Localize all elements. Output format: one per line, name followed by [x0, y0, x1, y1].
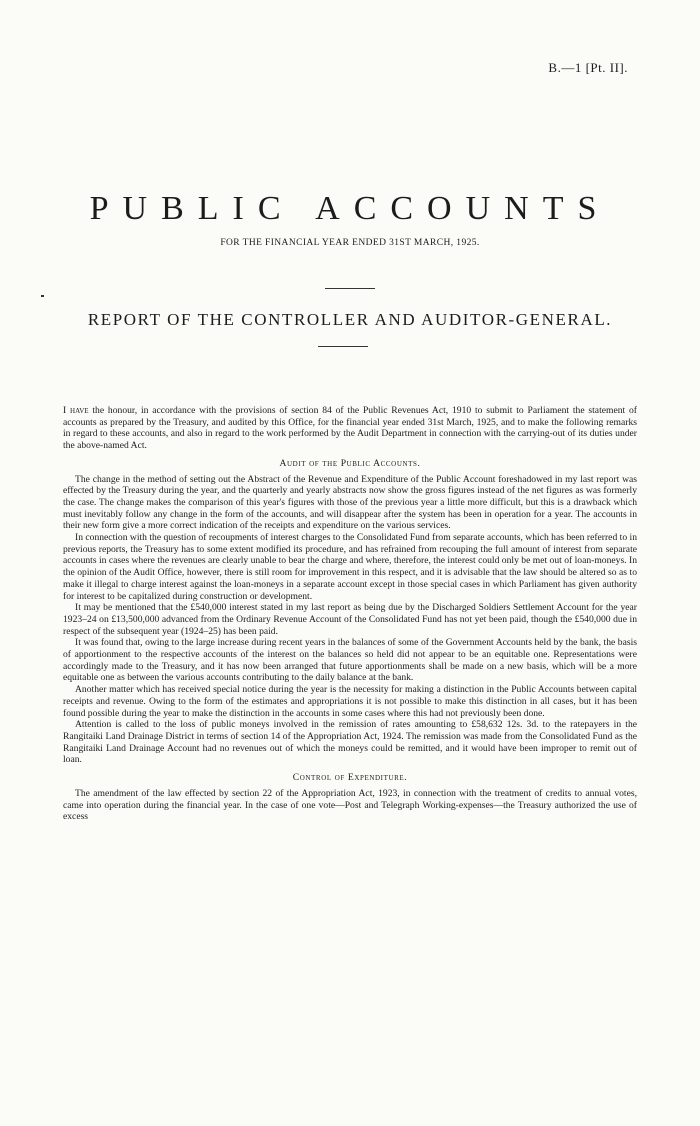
- audit-paragraph: The change in the method of setting out the Abstract of the Revenue and Expenditure of the Public Account foreshadowed in my last report was effected by the Treasury during the year, and the quarterly and yearly abstracts now show the gross figures instead of the net figures as was formerly the case. The change makes the comparison of this year's figures with those of the previous year a little more difficult, but this is a drawback which must inevitably follow any change in the form of the accounts, and will disappear after the system has been in operation for a year. The accounts in their new form give a more correct indication of the receipts and expenditure on the various services.: [63, 473, 637, 532]
- report-body: [63, 405, 637, 823]
- report-title: REPORT OF THE CONTROLLER AND AUDITOR-GENERAL.: [87, 310, 613, 329]
- subtitle: FOR THE FINANCIAL YEAR ENDED 31ST MARCH, 1925.: [220, 238, 480, 248]
- page-reference: B.—1 [Pt. II].: [548, 60, 628, 75]
- intro-paragraph: [63, 405, 637, 452]
- audit-paragraph: It was found that, owing to the large increase during recent years in the balances of some of the Government Accounts held by the bank, the basis of apportionment to the respective accounts of the interest on the balances so held did not appear to be an equitable one. Representations were accordingly made to the Treasury, and it has now been arranged that future apportionments shall be made on a new basis, which will be a more equitable one as between the various accounts contributing to the daily balance at the bank.: [63, 637, 637, 684]
- audit-paragraph: Attention is called to the loss of public moneys involved in the remission of rates amounting to £58,632 12s. 3d. to the ratepayers in the Rangitaiki Land Drainage District in terms of section 14 of the Appropriation Act, 1924. The remission was made from the Consolidated Fund as the Rangitaiki Land Drainage Account had no revenues out of which the moneys could be remitted, and it would have been improper to remit out of loan.: [63, 719, 637, 766]
- intro-text: the honour, in accordance with the provisions of section 84 of the Public Revenues Act, 1910 to submit to Parliament the statement of accounts as prepared by the Treasury, and audited by this Office, for the financial year ended 31st March, 1925, and to make the following remarks in regard to these accounts, and also in regard to the work performed by the Audit Department in connection with the carrying-out of its duties under the above-named Act.: [63, 405, 637, 452]
- audit-paragraph: Another matter which has received special notice during the year is the necessity for making a distinction in the Public Accounts between capital receipts and revenue. Owing to the form of the estimates and appropriations it is not possible to make this distinction in all cases, but it has been found possible during the year to make the distinction in the accounts in some cases where this had not previously been done.: [63, 684, 637, 719]
- intro-lead: I have: [63, 405, 89, 416]
- main-title: PUBLIC ACCOUNTS: [89, 190, 611, 227]
- audit-paragraph: It may be mentioned that the £540,000 interest stated in my last report as being due by the Discharged Soldiers Settlement Account for the year 1923–24 on £13,500,000 advanced from the Ordinary Revenue Account of the Consolidated Fund has not yet been paid, though the £540,000 due in respect of the subsequent year (1924–25) has been paid.: [63, 602, 637, 637]
- section-heading-control: Control of Expenditure.: [292, 772, 408, 784]
- report-divider: [318, 346, 368, 347]
- margin-mark: [41, 295, 44, 297]
- title-divider: [325, 288, 375, 289]
- control-paragraph: The amendment of the law effected by section 22 of the Appropriation Act, 1923, in connection with the treatment of credits to annual votes, came into operation during the financial year. In the case of one vote—Post and Telegraph Working-expenses—the Treasury authorized the use of excess: [63, 787, 637, 823]
- section-heading-audit: Audit of the Public Accounts.: [279, 457, 421, 469]
- audit-paragraph: In connection with the question of recoupments of interest charges to the Consolidated Fund from separate accounts, which has been referred to in previous reports, the Treasury has to some extent modified its procedure, and has refrained from recouping the full amount of interest from separate accounts in cases where the revenues are clearly unable to bear the charge and where, therefore, the interest could only be met out of loan-moneys. In the opinion of the Audit Office, however, there is still room for improvement in this respect, and it is advisable that the law should be altered so as to make it illegal to charge interest against the loan-moneys in a separate account except in those special cases in which Parliament has given authority for interest to be capitalized during construction or development.: [63, 532, 637, 602]
